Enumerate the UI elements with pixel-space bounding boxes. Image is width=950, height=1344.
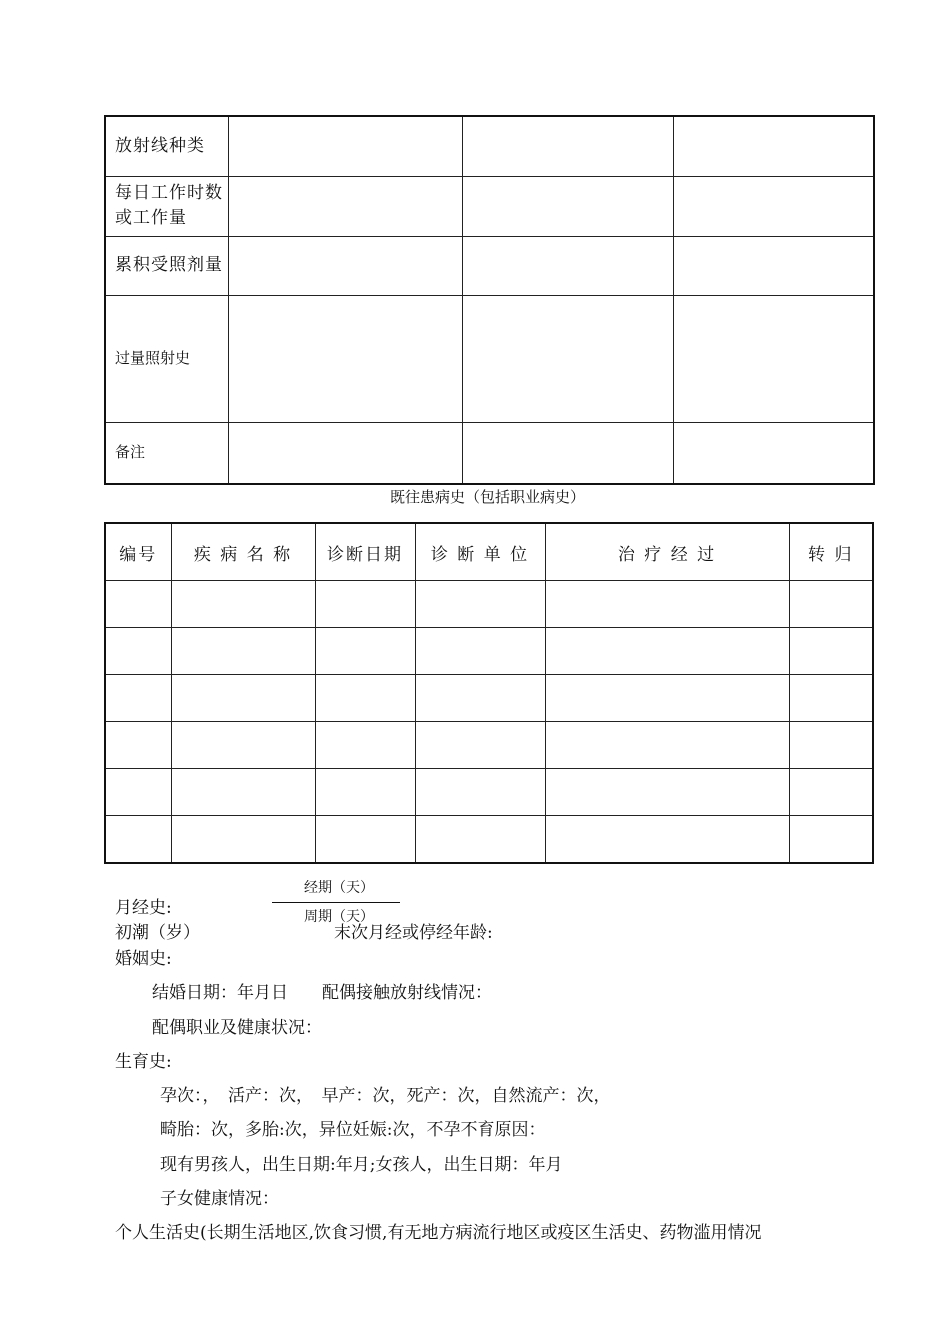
menstrual-label: 月经史:	[115, 898, 172, 918]
table-row	[105, 176, 874, 236]
table-cell[interactable]	[415, 769, 545, 816]
table-cell[interactable]	[462, 295, 673, 422]
header-disease-name: 疾 病 名 称	[171, 523, 315, 581]
table-cell[interactable]	[789, 628, 873, 675]
table-row	[105, 769, 873, 816]
table-cell[interactable]	[545, 581, 789, 628]
table-cell[interactable]	[789, 675, 873, 722]
table-cell[interactable]	[315, 675, 415, 722]
table-cell[interactable]	[105, 722, 171, 769]
menstrual-fraction-bottom: 周期（天）	[304, 909, 374, 925]
table-cell[interactable]	[462, 116, 673, 176]
table-cell[interactable]	[228, 176, 462, 236]
table-cell[interactable]	[315, 816, 415, 864]
table-cell[interactable]	[462, 176, 673, 236]
table-cell[interactable]	[789, 816, 873, 864]
table-row	[105, 628, 873, 675]
table-cell[interactable]	[171, 581, 315, 628]
personal-history-line: 个人生活史(长期生活地区,饮食习惯,有无地方病流行地区或疫区生活史、药物滥用情况	[115, 1223, 762, 1243]
fraction-divider	[272, 902, 400, 903]
table-cell[interactable]	[228, 116, 462, 176]
table-cell[interactable]	[105, 628, 171, 675]
table-cell[interactable]	[789, 769, 873, 816]
spouse-health-line: 配偶职业及健康状况：	[152, 1018, 322, 1038]
table-row	[105, 295, 874, 422]
table-cell[interactable]	[171, 816, 315, 864]
table-cell[interactable]	[171, 769, 315, 816]
table-cell[interactable]	[545, 675, 789, 722]
row-label-radiation-type: 放射线种类	[105, 116, 228, 176]
fertility-line-children: 现有男孩人，出生日期:年月;女孩人，出生日期：年月	[160, 1155, 563, 1175]
last-period-label: 末次月经或停经年龄:	[334, 923, 493, 943]
table-cell[interactable]	[673, 176, 874, 236]
table-cell[interactable]	[462, 422, 673, 484]
table-cell[interactable]	[105, 581, 171, 628]
table-cell[interactable]	[789, 722, 873, 769]
table-cell[interactable]	[462, 236, 673, 295]
row-label-cumulative-dose: 累积受照剂量	[105, 236, 228, 295]
table-row	[105, 581, 873, 628]
table-cell[interactable]	[171, 675, 315, 722]
row-label-remarks: 备注	[105, 422, 228, 484]
fertility-label: 生育史:	[115, 1052, 172, 1072]
table-cell[interactable]	[315, 722, 415, 769]
table-cell[interactable]	[171, 722, 315, 769]
table-cell[interactable]	[415, 816, 545, 864]
table-cell[interactable]	[545, 816, 789, 864]
table-cell[interactable]	[105, 675, 171, 722]
menarche-label: 初潮（岁）	[115, 923, 200, 943]
table-row	[105, 116, 874, 176]
table-cell[interactable]	[673, 422, 874, 484]
menstrual-fraction-top: 经期（天）	[304, 880, 374, 896]
medical-history-table	[104, 522, 874, 864]
table-cell[interactable]	[673, 116, 874, 176]
radiation-exposure-table	[104, 115, 875, 485]
history-caption: 既往患病史（包括职业病史）	[389, 488, 585, 506]
header-number: 编号	[105, 523, 171, 581]
marriage-label: 婚姻史:	[115, 949, 172, 969]
table-cell[interactable]	[415, 722, 545, 769]
table-cell[interactable]	[315, 581, 415, 628]
table-cell[interactable]	[415, 628, 545, 675]
table-cell[interactable]	[228, 422, 462, 484]
table-cell[interactable]	[228, 295, 462, 422]
header-treatment: 治 疗 经 过	[545, 523, 789, 581]
table-row	[105, 236, 874, 295]
fertility-line-abnormal: 畸胎：次，多胎:次，异位妊娠:次，不孕不育原因：	[160, 1120, 546, 1140]
table-cell[interactable]	[415, 675, 545, 722]
row-label-daily-workload: 每日工作时数或工作量	[105, 176, 228, 236]
table-cell[interactable]	[315, 769, 415, 816]
table-cell[interactable]	[789, 581, 873, 628]
header-outcome: 转 归	[789, 523, 873, 581]
header-diagnosis-date: 诊断日期	[315, 523, 415, 581]
table-cell[interactable]	[545, 722, 789, 769]
table-cell[interactable]	[545, 628, 789, 675]
header-diagnosis-unit: 诊 断 单 位	[415, 523, 545, 581]
table-header-row	[105, 523, 873, 581]
table-row	[105, 722, 873, 769]
table-cell[interactable]	[545, 769, 789, 816]
table-cell[interactable]	[171, 628, 315, 675]
marriage-date-line: 结婚日期：年月日 配偶接触放射线情况：	[152, 983, 492, 1003]
fertility-line-pregnancies: 孕次：， 活产：次， 早产：次，死产：次，自然流产：次，	[160, 1086, 611, 1106]
table-cell[interactable]	[673, 295, 874, 422]
table-row	[105, 675, 873, 722]
table-cell[interactable]	[105, 816, 171, 864]
table-cell[interactable]	[105, 769, 171, 816]
table-row	[105, 816, 873, 864]
table-cell[interactable]	[315, 628, 415, 675]
table-cell[interactable]	[415, 581, 545, 628]
fertility-line-child-health: 子女健康情况：	[160, 1189, 279, 1209]
table-cell[interactable]	[673, 236, 874, 295]
table-row	[105, 422, 874, 484]
row-label-overexposure-history: 过量照射史	[105, 295, 228, 422]
table-cell[interactable]	[228, 236, 462, 295]
